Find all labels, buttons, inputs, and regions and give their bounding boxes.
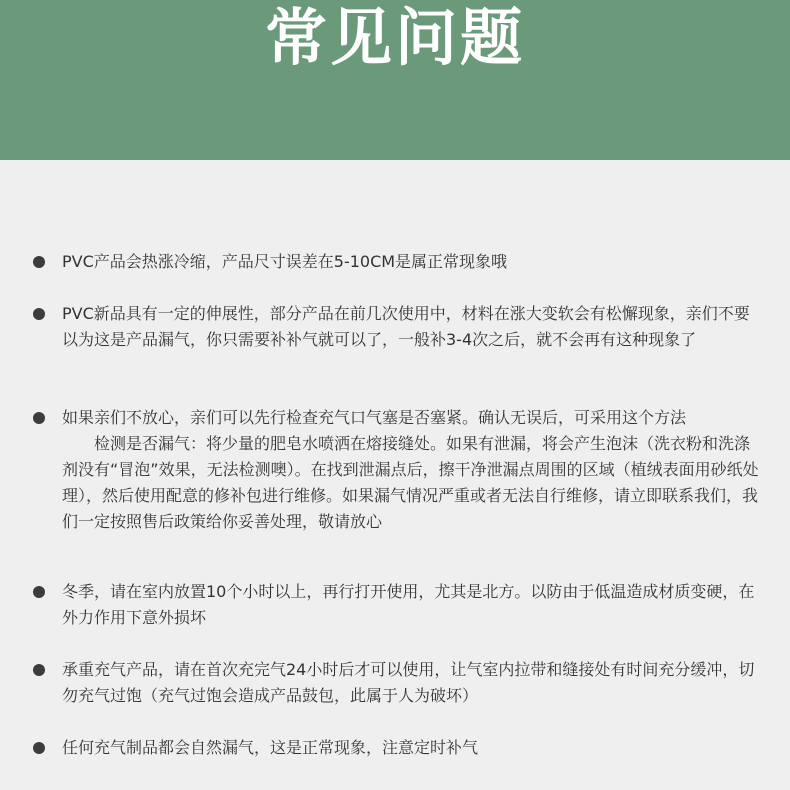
faq-item <box>62 735 762 761</box>
faq-text: 冬季，请在室内放置10个小时以上，再行打开使用，尤其是北方。以防由于低温造成材质变硬，在外力作用下意外损坏 <box>62 582 755 627</box>
faq-item <box>62 579 762 631</box>
page-title: 常见问题 <box>264 1 525 74</box>
faq-item <box>62 249 762 275</box>
faq-text: PVC产品会热涨冷缩，产品尺寸误差在5-10CM是属正常现象哦 <box>62 252 508 271</box>
faq-text: 承重充气产品，请在首次充完气24小时后才可以使用，让气室内拉带和缝接处有时间充分缓冲，切勿充气过饱（充气过饱会造成产品鼓包，此属于人为破坏） <box>62 660 755 705</box>
bullet-icon <box>33 412 45 424</box>
faq-text: 如果亲们不放心，亲们可以先行检查充气口气塞是否塞紧。确认无误后，可采用这个方法 <box>62 408 687 427</box>
header-banner <box>0 0 790 160</box>
faq-text: 检测是否漏气：将少量的肥皂水喷洒在熔接缝处。如果有泄漏，将会产生泡沫（洗衣粉和洗涤剂没有“冒泡”效果，无法检测噢）。在找到泄漏点后，擦干净泄漏点周围的区域（植绒表面用砂纸处理），然后使用配意的修补包进行维修。如果漏气情况严重或者无法自行维修，请立即联系我们，我们一定按照售后政策给你妥善处理，敬请放心 <box>62 434 759 531</box>
bullet-icon <box>33 664 45 676</box>
faq-item <box>62 301 762 353</box>
bullet-icon <box>33 586 45 598</box>
bullet-icon <box>33 742 45 754</box>
faq-text: 任何充气制品都会自然漏气，这是正常现象，注意定时补气 <box>62 738 479 757</box>
bullet-icon <box>33 308 45 320</box>
bullet-icon <box>33 256 45 268</box>
faq-item <box>62 657 762 709</box>
faq-text: PVC新品具有一定的伸展性，部分产品在前几次使用中，材料在涨大变软会有松懈现象，亲们不要以为这是产品漏气，你只需要补补气就可以了，一般补3-4次之后，就不会再有这种现象了 <box>62 304 750 349</box>
faq-item <box>62 405 762 535</box>
